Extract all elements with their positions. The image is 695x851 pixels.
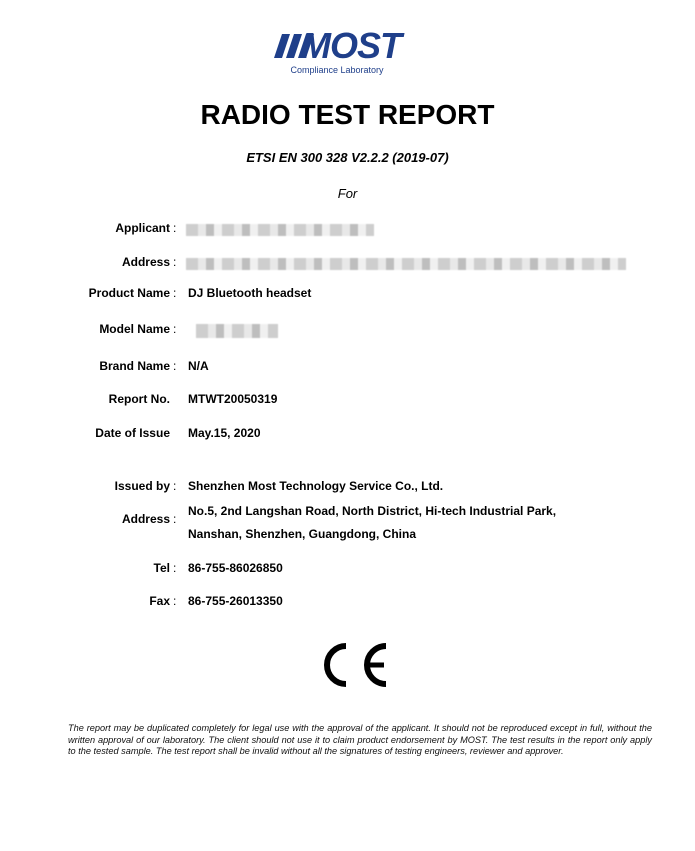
standard-reference: ETSI EN 300 328 V2.2.2 (2019-07) (246, 150, 449, 165)
for-label: For (337, 186, 358, 201)
issuer-address-label: Address (121, 512, 170, 526)
issued-by-value: Shenzhen Most Technology Service Co., Ltd. (188, 479, 444, 493)
model-label: Model Name (99, 322, 170, 336)
applicant-label: Applicant (115, 221, 170, 235)
date-row (0, 426, 695, 444)
colon: : (173, 322, 177, 336)
issuer-address-line1: No.5, 2nd Langshan Road, North District, Hi-tech Industrial Park, (188, 504, 557, 518)
colon: : (173, 359, 177, 373)
date-value: May.15, 2020 (188, 426, 261, 440)
applicant-address-label: Address (121, 255, 170, 269)
colon: : (173, 512, 177, 526)
applicant-address-row (0, 255, 695, 273)
ce-mark-icon (318, 640, 392, 690)
tel-row (0, 561, 695, 579)
issuer-address-line2: Nanshan, Shenzhen, Guangdong, China (188, 527, 417, 541)
tel-value: 86-755-86026850 (188, 561, 283, 575)
product-label: Product Name (88, 286, 170, 300)
fax-row (0, 594, 695, 612)
redacted-model (196, 324, 278, 338)
colon: : (173, 221, 177, 235)
product-value: DJ Bluetooth headset (188, 286, 312, 300)
report-number-label: Report No. (108, 392, 170, 406)
company-logo (270, 25, 404, 78)
colon: : (173, 561, 177, 575)
logo-wordmark: MOST (301, 25, 401, 66)
colon: : (173, 594, 177, 608)
fax-label: Fax (149, 594, 170, 608)
report-number-value: MTWT20050319 (188, 392, 278, 406)
colon: : (173, 479, 177, 493)
issued-by-row (0, 479, 695, 497)
tel-label: Tel (153, 561, 170, 575)
issued-by-label: Issued by (114, 479, 170, 493)
fax-value: 86-755-26013350 (188, 594, 283, 608)
product-row (0, 286, 695, 304)
report-number-row (0, 392, 695, 410)
brand-label: Brand Name (99, 359, 170, 373)
report-title: RADIO TEST REPORT (200, 99, 495, 130)
applicant-row (0, 221, 695, 239)
disclaimer-text: The report may be duplicated completely for legal use with the approval of the applicant. It should not be reproduced except in full, without the written approval of our laboratory. The client should not use it to claim product endorsement by MOST. The test results in the report only apply to the tested sample. The test report shall be invalid without all the signatures of testing engineers, reviewer and approver. (68, 723, 652, 756)
redacted-address (186, 258, 626, 270)
logo-subtitle: Compliance Laboratory (290, 65, 384, 75)
brand-row (0, 359, 695, 377)
colon: : (173, 255, 177, 269)
brand-value: N/A (188, 359, 209, 373)
colon: : (173, 286, 177, 300)
redacted-applicant (186, 224, 374, 236)
model-row (0, 322, 695, 340)
date-label: Date of Issue (95, 426, 170, 440)
issuer-address-line2-row (0, 527, 695, 545)
